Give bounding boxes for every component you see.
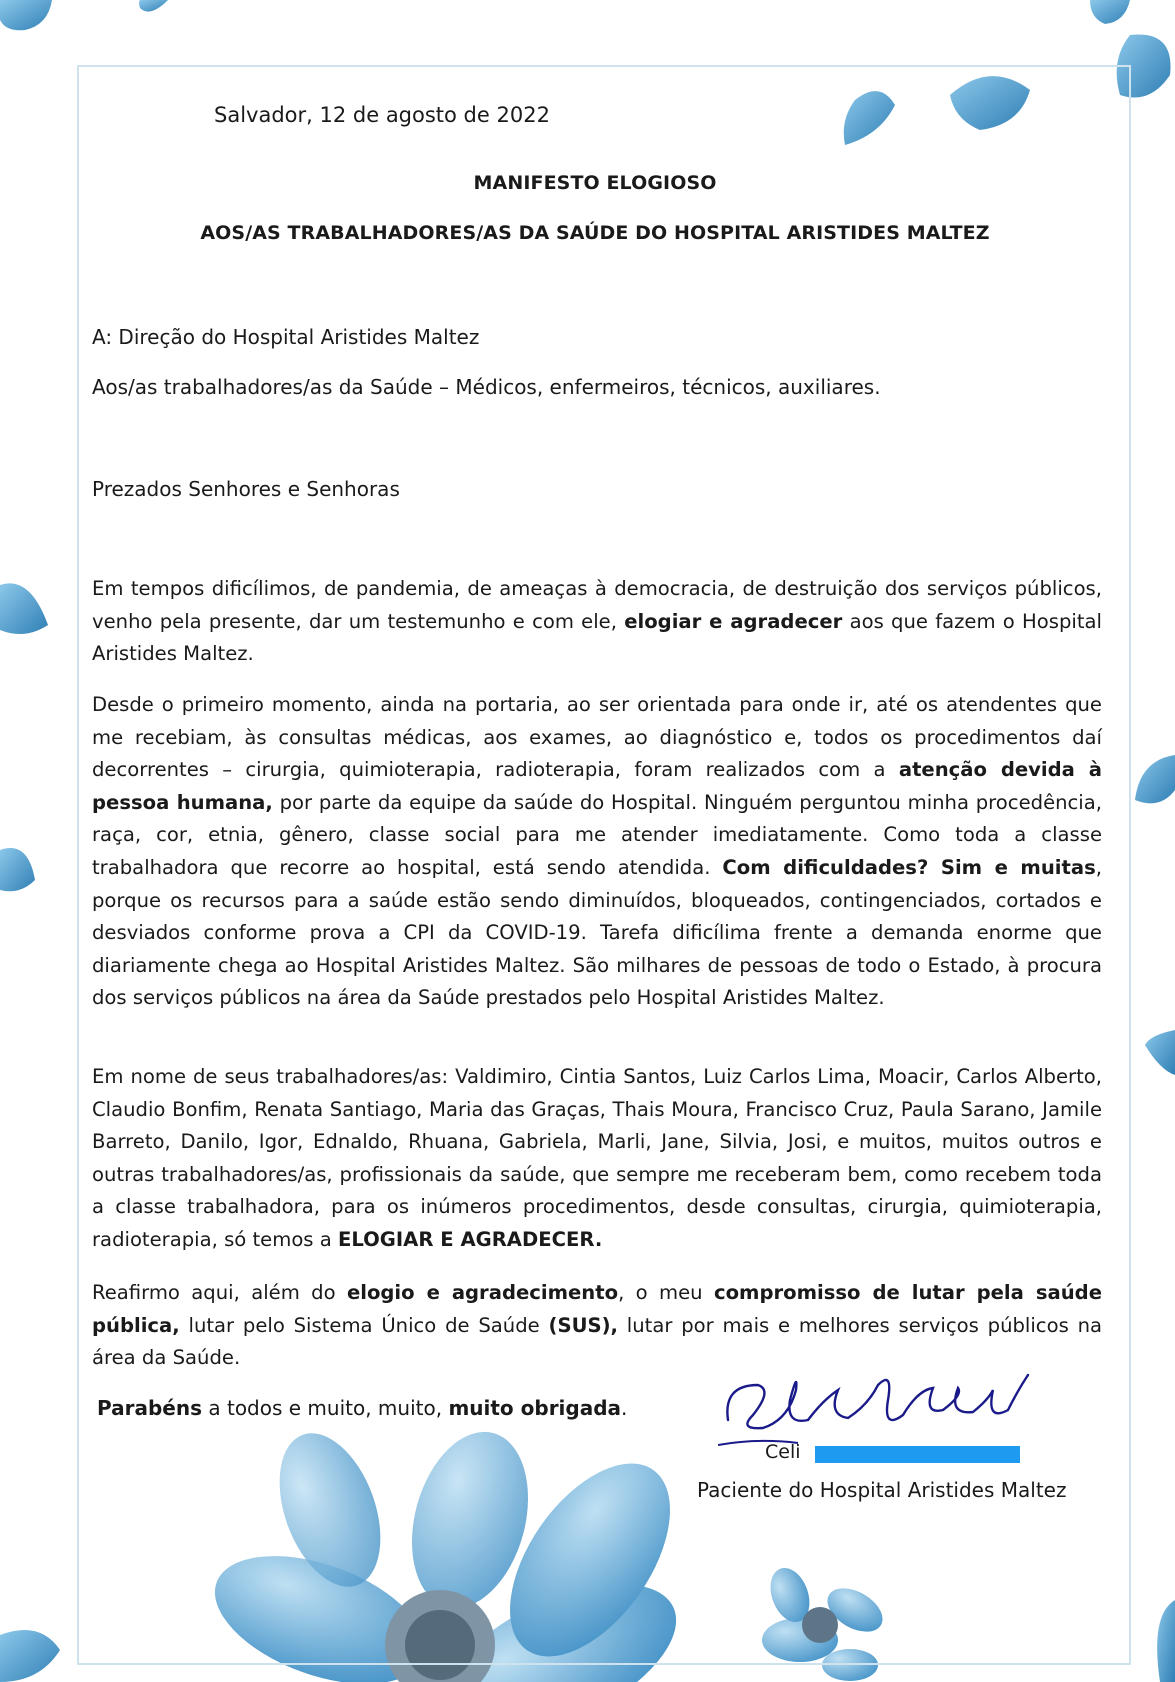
paragraph-4: Reafirmo aqui, além do elogio e agradecimento, o meu compromisso de lutar pela saúde pública, lutar pelo Sistema Único de Saúde (SUS), lutar por mais e melhores serviços públicos na área da Saúde.: [92, 1281, 1102, 1370]
paragraph-3: Em nome de seus trabalhadores/as: Valdimiro, Cintia Santos, Luiz Carlos Lima, Moacir, Carlos Alberto, Claudio Bonfim, Renata Santiago, Maria das Graças, Thais Moura, Francisco Cruz, Paula Sarano, Jamile Barreto, Danilo, Igor, Ednaldo, Rhuana, Gabriela, Marli, Jane, Silvia, Josi, e muitos, muitos outros e outras trabalhadores/as, profissionais da saúde, que sempre me receberam bem, como recebem toda a classe trabalhadora, para os inúmeros procedimentos, desde consultas, cirurgia, quimioterapia, radioterapia, só temos a ELOGIAR E AGRADECER.: [92, 1065, 1102, 1251]
signer-role: Paciente do Hospital Aristides Maltez: [697, 1478, 1067, 1502]
paragraph-2: Desde o primeiro momento, ainda na portaria, ao ser orientada para onde ir, até os atendentes que me recebiam, às consultas médicas, aos exames, ao diagnóstico e, todos os procedimentos daí decorrentes – cirurgia, quimioterapia, radioterapia, foram realizados com a atenção devida à pessoa humana, por parte da equipe da saúde do Hospital. Ninguém perguntou minha procedência, raça, cor, etnia, gênero, classe social para me atender imediatamente. Como toda a classe trabalhadora que recorre ao hospital, está sendo atendida. Com dificuldades? Sim e muitas, porque os recursos para a saúde estão sendo diminuídos, bloqueados, contingenciados, cortados e desviados conforme prova a CPI da COVID-19. Tarefa dificílima frente a demanda enorme que diariamente chega ao Hospital Aristides Maltez. São milhares de pessoas de todo o Estado, à procura dos serviços públicos na área da Saúde prestados pelo Hospital Aristides Maltez.: [92, 693, 1102, 1010]
closing-line: Parabéns a todos e muito, muito, muito obrigada.: [97, 1396, 628, 1420]
paragraph-1: Em tempos dificílimos, de pandemia, de ameaças à democracia, de destruição dos serviços públicos, venho pela presente, dar um testemunho e com ele, elogiar e agradecer aos que fazem o Hospital Aristides Maltez.: [92, 577, 1102, 666]
addressee-line-1: A: Direção do Hospital Aristides Maltez: [92, 325, 480, 349]
letter-subtitle: AOS/AS TRABALHADORES/AS DA SAÚDE DO HOSPITAL ARISTIDES MALTEZ: [200, 222, 990, 244]
signer-name: Celi: [765, 1441, 801, 1463]
letter-date: Salvador, 12 de agosto de 2022: [214, 103, 550, 127]
addressee-line-2: Aos/as trabalhadores/as da Saúde – Médicos, enfermeiros, técnicos, auxiliares.: [92, 375, 881, 399]
salutation: Prezados Senhores e Senhoras: [92, 477, 400, 501]
redaction-bar: [815, 1446, 1020, 1463]
letter-title: MANIFESTO ELOGIOSO: [473, 172, 717, 194]
